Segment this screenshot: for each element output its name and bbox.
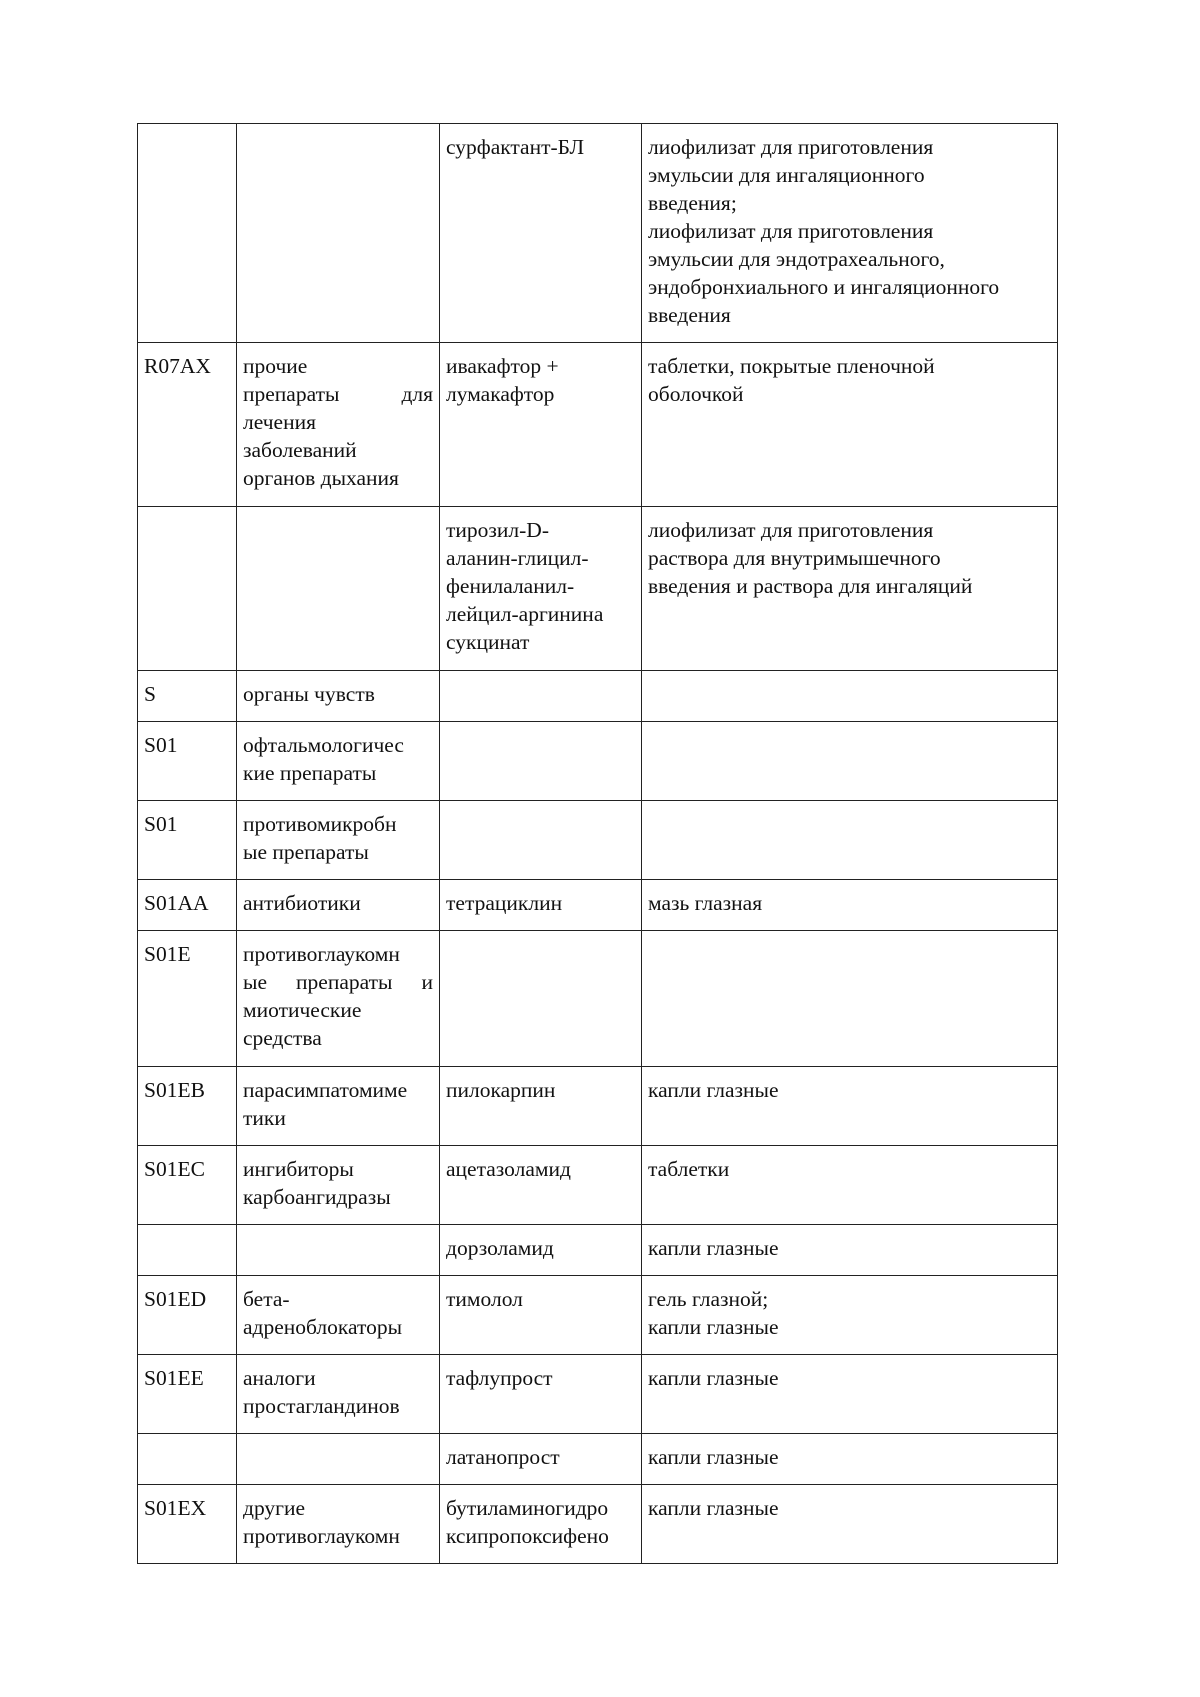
pharmacological-group-line: препараты для xyxy=(243,382,433,406)
dosage-form-line: эмульсии для эндотрахеального, xyxy=(648,247,945,271)
drug-name-line: лумакафтор xyxy=(446,382,555,406)
drug-name-cell xyxy=(440,343,642,507)
drug-name-cell xyxy=(440,1225,642,1276)
drug-name-line: ацетазоламид xyxy=(446,1157,571,1181)
pharmacological-group-line: антибиотики xyxy=(243,891,361,915)
pharmacological-group-cell xyxy=(237,722,440,801)
medication-table xyxy=(137,123,1058,1564)
pharmacological-group-line: адреноблокаторы xyxy=(243,1315,403,1339)
atc-code-cell xyxy=(138,931,237,1067)
dosage-form-cell xyxy=(642,507,1058,671)
dosage-form-line: таблетки, покрытые пленочной xyxy=(648,354,935,378)
pharmacological-group-cell xyxy=(237,931,440,1067)
dosage-form-line: капли глазные xyxy=(648,1496,779,1520)
drug-name-cell xyxy=(440,507,642,671)
atc-code-line: S01ED xyxy=(144,1287,207,1311)
dosage-form-line: эмульсии для ингаляционного xyxy=(648,163,925,187)
pharmacological-group-line: лечения xyxy=(243,410,316,434)
drug-name-line: пилокарпин xyxy=(446,1078,556,1102)
pharmacological-group-cell xyxy=(237,343,440,507)
table-row xyxy=(138,1355,1058,1434)
table-row xyxy=(138,1485,1058,1564)
pharmacological-group-line: парасимпатомиме xyxy=(243,1078,408,1102)
dosage-form-cell xyxy=(642,1434,1058,1485)
dosage-form-line: введения; xyxy=(648,191,737,215)
atc-code-cell xyxy=(138,507,237,671)
pharmacological-group-line: ингибиторы xyxy=(243,1157,354,1181)
pharmacological-group-cell xyxy=(237,1276,440,1355)
drug-name-line: тетрациклин xyxy=(446,891,563,915)
table-row xyxy=(138,124,1058,343)
table-row xyxy=(138,671,1058,722)
atc-code-line: S01EX xyxy=(144,1496,207,1520)
drug-name-line: ивакафтор + xyxy=(446,354,559,378)
dosage-form-line: введения xyxy=(648,303,731,327)
pharmacological-group-cell xyxy=(237,1485,440,1564)
pharmacological-group-cell xyxy=(237,880,440,931)
dosage-form-line: таблетки xyxy=(648,1157,730,1181)
atc-code-line: R07AX xyxy=(144,354,211,378)
dosage-form-cell xyxy=(642,1225,1058,1276)
drug-name-cell xyxy=(440,1434,642,1485)
pharmacological-group-cell xyxy=(237,507,440,671)
atc-code-cell xyxy=(138,1067,237,1146)
drug-name-cell xyxy=(440,1146,642,1225)
atc-code-line: S01 xyxy=(144,733,178,757)
atc-code-cell xyxy=(138,1355,237,1434)
drug-name-line: ксипропоксифено xyxy=(446,1524,609,1548)
drug-name-line: тафлупрост xyxy=(446,1366,553,1390)
atc-code-line: S01 xyxy=(144,812,178,836)
drug-name-line: сукцинат xyxy=(446,630,530,654)
atc-code-line: S xyxy=(144,682,156,706)
table-row xyxy=(138,507,1058,671)
drug-name-cell xyxy=(440,124,642,343)
pharmacological-group-line: карбоангидразы xyxy=(243,1185,391,1209)
pharmacological-group-line: офтальмологичес xyxy=(243,733,404,757)
dosage-form-line: капли глазные xyxy=(648,1315,779,1339)
drug-name-line: аланин-глицил- xyxy=(446,546,589,570)
table-row xyxy=(138,1434,1058,1485)
dosage-form-cell xyxy=(642,931,1058,1067)
drug-name-cell xyxy=(440,880,642,931)
drug-name-cell xyxy=(440,671,642,722)
table-row xyxy=(138,343,1058,507)
pharmacological-group-line: заболеваний xyxy=(243,438,357,462)
pharmacological-group-line: противоглаукомн xyxy=(243,942,400,966)
pharmacological-group-cell xyxy=(237,124,440,343)
drug-name-line: фенилаланил- xyxy=(446,574,575,598)
dosage-form-line: капли глазные xyxy=(648,1078,779,1102)
atc-code-cell xyxy=(138,1276,237,1355)
drug-name-line: лейцил-аргинина xyxy=(446,602,604,626)
pharmacological-group-cell xyxy=(237,1434,440,1485)
dosage-form-cell xyxy=(642,801,1058,880)
atc-code-cell xyxy=(138,1146,237,1225)
dosage-form-line: эндобронхиального и ингаляционного xyxy=(648,275,1000,299)
pharmacological-group-line: органы чувств xyxy=(243,682,375,706)
drug-name-cell xyxy=(440,1067,642,1146)
dosage-form-cell xyxy=(642,722,1058,801)
table-row xyxy=(138,1146,1058,1225)
pharmacological-group-cell xyxy=(237,801,440,880)
atc-code-cell xyxy=(138,722,237,801)
drug-name-cell xyxy=(440,931,642,1067)
drug-name-line: тирозил-D- xyxy=(446,518,549,542)
dosage-form-line: гель глазной; xyxy=(648,1287,769,1311)
pharmacological-group-line: противоглаукомн xyxy=(243,1524,400,1548)
atc-code-cell xyxy=(138,880,237,931)
drug-name-line: тимолол xyxy=(446,1287,523,1311)
drug-name-line: дорзоламид xyxy=(446,1236,554,1260)
pharmacological-group-line: простагландинов xyxy=(243,1394,400,1418)
dosage-form-cell xyxy=(642,1355,1058,1434)
table-row xyxy=(138,1225,1058,1276)
medication-table-body xyxy=(138,124,1058,1564)
dosage-form-line: лиофилизат для приготовления xyxy=(648,518,934,542)
dosage-form-cell xyxy=(642,343,1058,507)
atc-code-cell xyxy=(138,343,237,507)
pharmacological-group-cell xyxy=(237,1355,440,1434)
pharmacological-group-line: противомикробн xyxy=(243,812,397,836)
table-row xyxy=(138,1067,1058,1146)
dosage-form-cell xyxy=(642,880,1058,931)
dosage-form-line: лиофилизат для приготовления xyxy=(648,219,934,243)
pharmacological-group-line: тики xyxy=(243,1106,286,1130)
atc-code-cell xyxy=(138,1485,237,1564)
atc-code-cell xyxy=(138,1225,237,1276)
dosage-form-cell xyxy=(642,1146,1058,1225)
pharmacological-group-line: бета- xyxy=(243,1287,290,1311)
dosage-form-cell xyxy=(642,1067,1058,1146)
atc-code-cell xyxy=(138,1434,237,1485)
dosage-form-cell xyxy=(642,1485,1058,1564)
table-row xyxy=(138,880,1058,931)
pharmacological-group-line: средства xyxy=(243,1026,322,1050)
atc-code-cell xyxy=(138,671,237,722)
drug-name-line: сурфактант-БЛ xyxy=(446,135,585,159)
atc-code-line: S01AA xyxy=(144,891,209,915)
table-row xyxy=(138,801,1058,880)
pharmacological-group-line: ые препараты и xyxy=(243,970,433,994)
pharmacological-group-line: миотические xyxy=(243,998,362,1022)
drug-name-cell xyxy=(440,1485,642,1564)
pharmacological-group-line: аналоги xyxy=(243,1366,316,1390)
pharmacological-group-cell xyxy=(237,671,440,722)
pharmacological-group-line: органов дыхания xyxy=(243,466,399,490)
pharmacological-group-line: кие препараты xyxy=(243,761,377,785)
atc-code-line: S01EC xyxy=(144,1157,205,1181)
pharmacological-group-line: ые препараты xyxy=(243,840,369,864)
dosage-form-line: раствора для внутримышечного xyxy=(648,546,941,570)
pharmacological-group-cell xyxy=(237,1067,440,1146)
dosage-form-cell xyxy=(642,1276,1058,1355)
pharmacological-group-line: другие xyxy=(243,1496,306,1520)
pharmacological-group-line: прочие xyxy=(243,354,308,378)
dosage-form-line: мазь глазная xyxy=(648,891,763,915)
table-row xyxy=(138,1276,1058,1355)
dosage-form-cell xyxy=(642,124,1058,343)
atc-code-line: S01EE xyxy=(144,1366,204,1390)
dosage-form-line: оболочкой xyxy=(648,382,744,406)
drug-name-cell xyxy=(440,801,642,880)
drug-name-line: бутиламиногидро xyxy=(446,1496,609,1520)
pharmacological-group-cell xyxy=(237,1146,440,1225)
dosage-form-line: капли глазные xyxy=(648,1236,779,1260)
drug-name-cell xyxy=(440,722,642,801)
drug-name-line: латанопрост xyxy=(446,1445,560,1469)
dosage-form-line: лиофилизат для приготовления xyxy=(648,135,934,159)
pharmacological-group-cell xyxy=(237,1225,440,1276)
atc-code-cell xyxy=(138,124,237,343)
dosage-form-line: капли глазные xyxy=(648,1445,779,1469)
dosage-form-line: введения и раствора для ингаляций xyxy=(648,574,973,598)
atc-code-cell xyxy=(138,801,237,880)
atc-code-line: S01E xyxy=(144,942,191,966)
drug-name-cell xyxy=(440,1276,642,1355)
table-row xyxy=(138,931,1058,1067)
dosage-form-line: капли глазные xyxy=(648,1366,779,1390)
atc-code-line: S01EB xyxy=(144,1078,205,1102)
table-row xyxy=(138,722,1058,801)
dosage-form-cell xyxy=(642,671,1058,722)
drug-name-cell xyxy=(440,1355,642,1434)
